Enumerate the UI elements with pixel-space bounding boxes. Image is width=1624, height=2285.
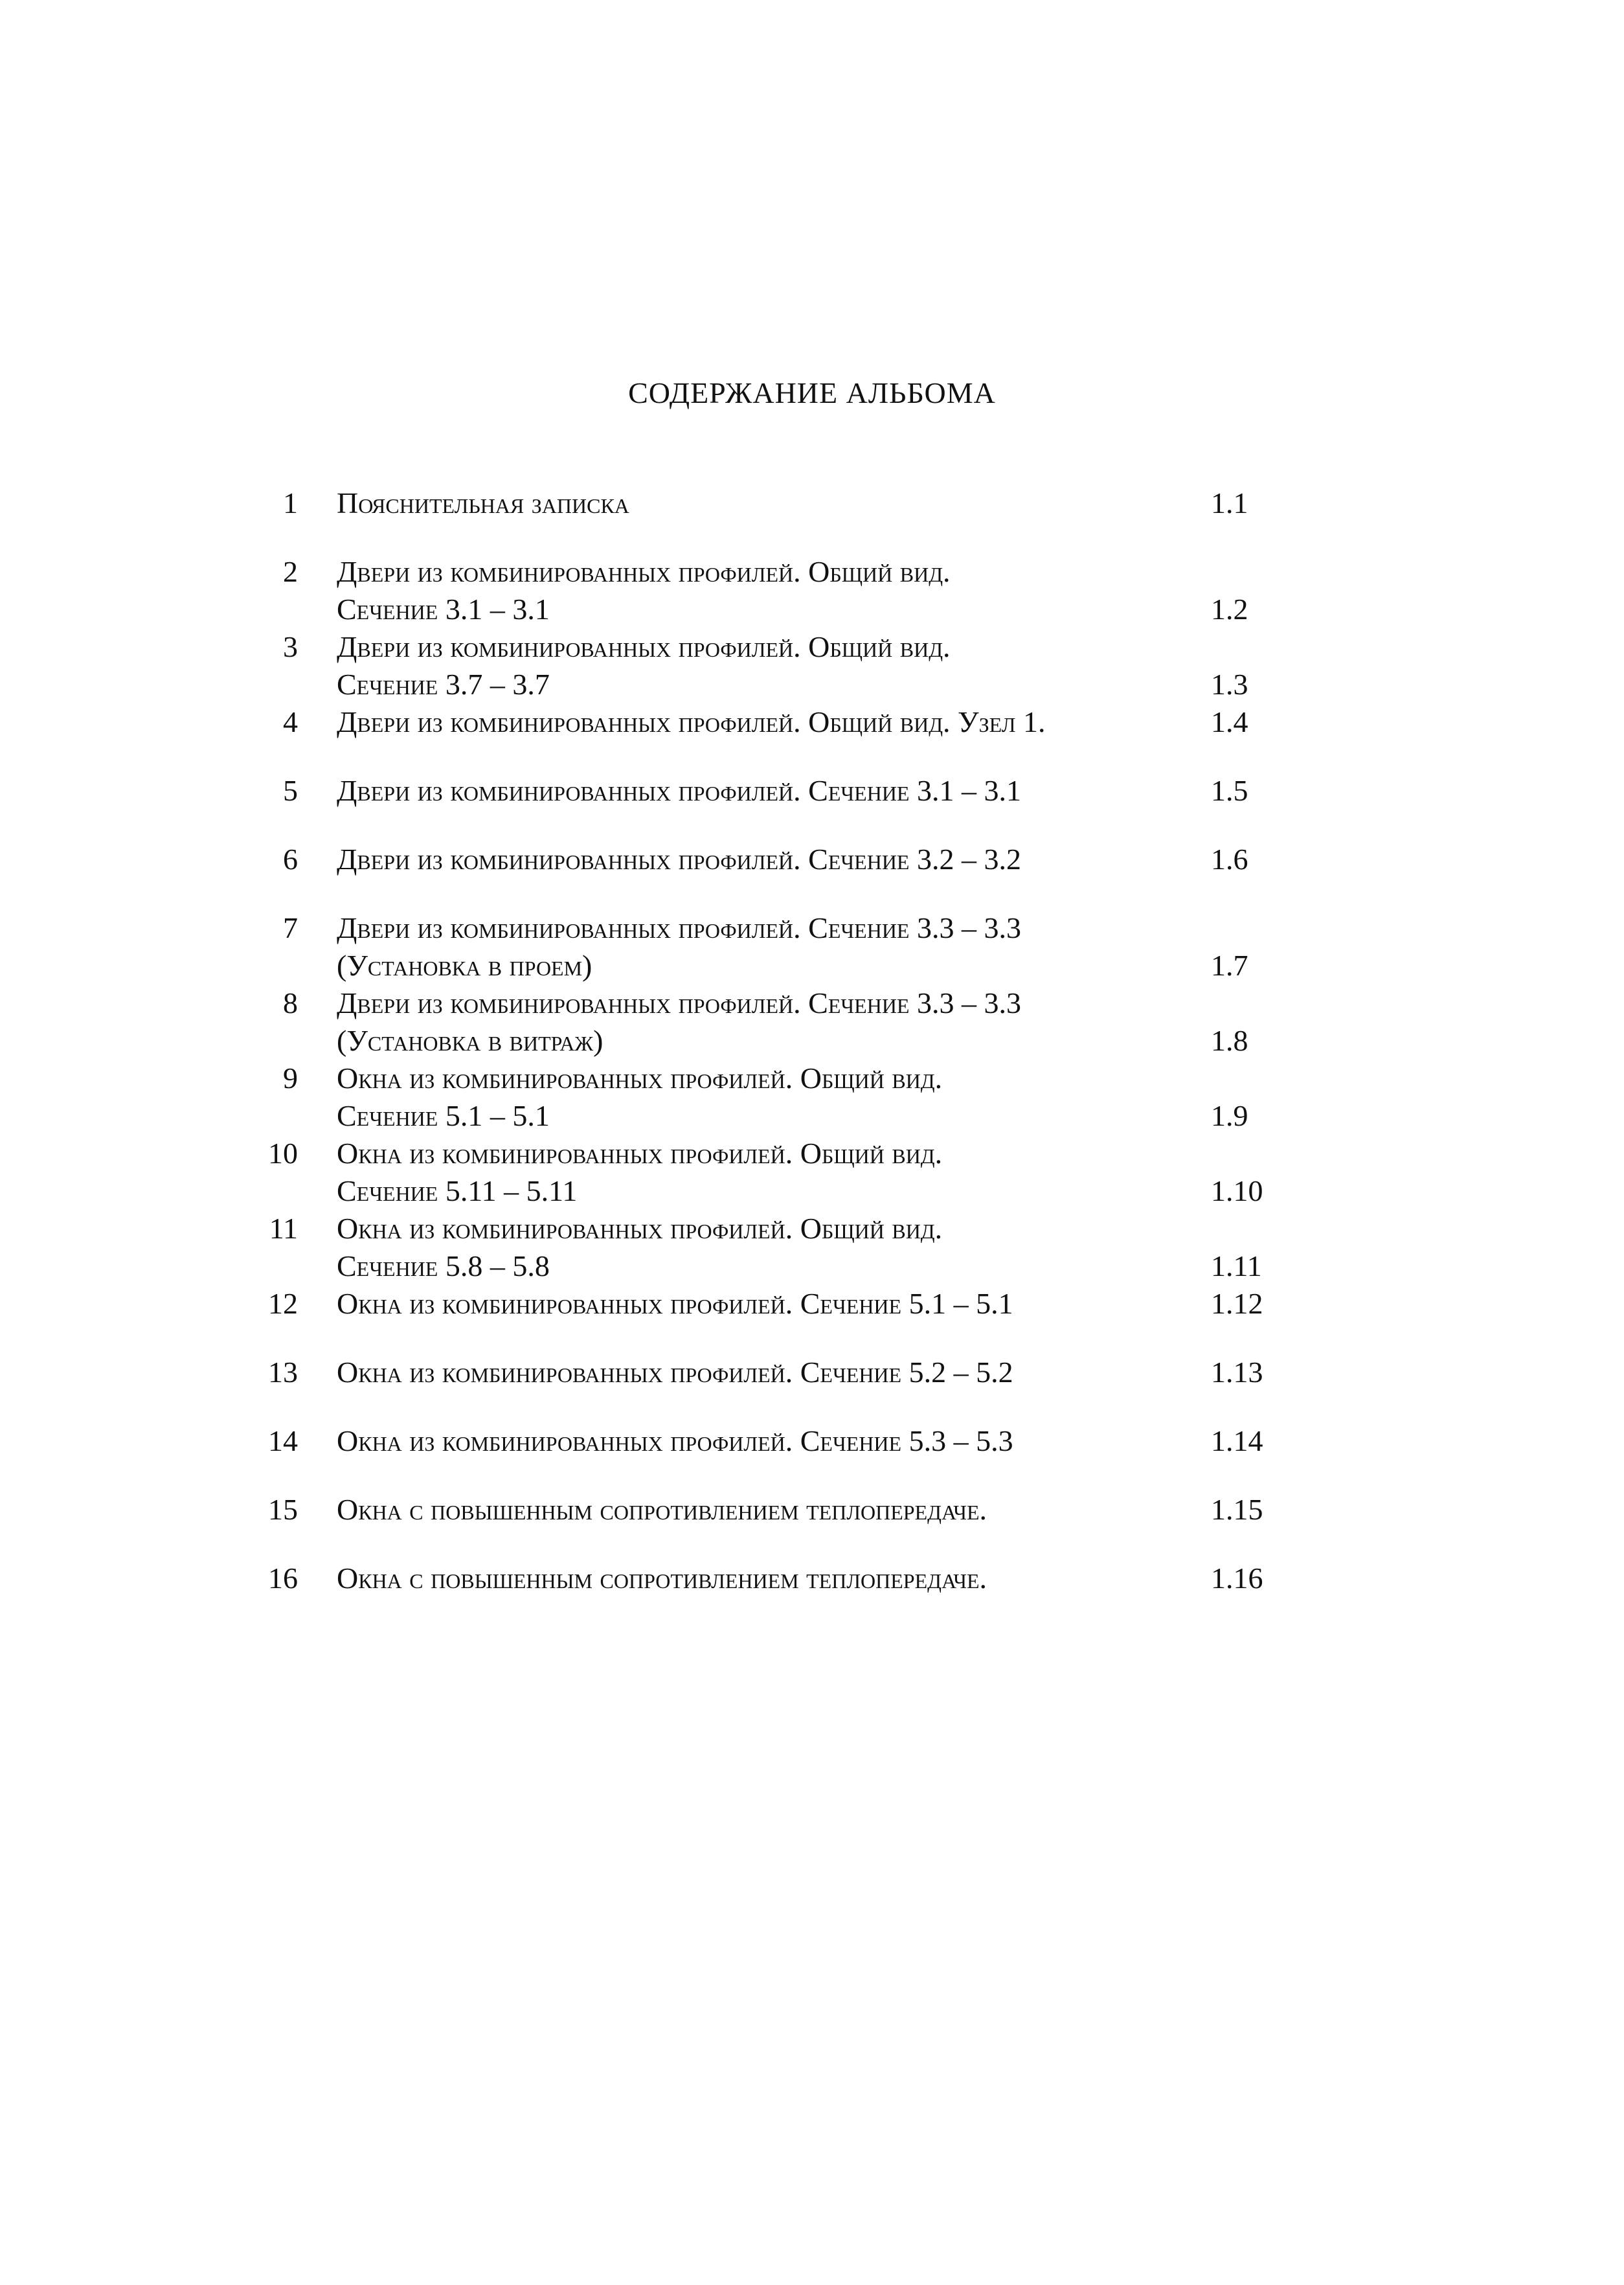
entry-number: 13 bbox=[268, 1356, 298, 1389]
entry-text bbox=[337, 1354, 1191, 1391]
entry-text bbox=[337, 984, 1191, 1060]
toc-entry bbox=[214, 1285, 1347, 1323]
toc-entry bbox=[214, 484, 1347, 522]
entry-line: Окна с повышенным сопротивлением теплопередаче. bbox=[337, 1562, 987, 1595]
entry-line: Двери из комбинированных профилей. Общий вид. bbox=[337, 555, 951, 588]
toc-entry bbox=[214, 1060, 1347, 1135]
entry-number: 2 bbox=[283, 555, 298, 588]
entry-line: Окна из комбинированных профилей. Общий вид. bbox=[337, 1212, 943, 1245]
entry-number: 5 bbox=[283, 774, 298, 807]
toc-entry bbox=[214, 984, 1347, 1060]
entry-line: Двери из комбинированных профилей. Сечение 3.2 – 3.2 bbox=[337, 843, 1021, 876]
toc-entry bbox=[214, 1560, 1347, 1597]
entry-text bbox=[337, 703, 1191, 741]
document-title: СОДЕРЖАНИЕ АЛЬБОМА bbox=[628, 376, 996, 409]
entry-number: 16 bbox=[268, 1562, 298, 1595]
entry-text bbox=[337, 484, 1191, 522]
entry-line: Сечение 3.1 – 3.1 bbox=[337, 593, 550, 626]
entry-number: 15 bbox=[268, 1493, 298, 1526]
entry-page: 1.1 bbox=[1211, 486, 1248, 519]
entry-text bbox=[337, 1210, 1191, 1285]
entry-line: Двери из комбинированных профилей. Общий вид. bbox=[337, 630, 951, 663]
entry-page: 1.11 bbox=[1211, 1249, 1262, 1282]
entry-line: Окна из комбинированных профилей. Сечение 5.2 – 5.2 bbox=[337, 1356, 1013, 1389]
entry-line: Сечение 3.7 – 3.7 bbox=[337, 668, 550, 701]
entry-page: 1.6 bbox=[1211, 843, 1248, 876]
toc-entry bbox=[214, 1210, 1347, 1285]
entry-line: (Установка в витраж) bbox=[337, 1024, 603, 1057]
toc-entry bbox=[214, 909, 1347, 984]
entry-line: Окна с повышенным сопротивлением теплопередаче. bbox=[337, 1493, 987, 1526]
entry-number: 8 bbox=[283, 986, 298, 1019]
table-of-contents bbox=[214, 484, 1347, 1597]
entry-text bbox=[337, 841, 1191, 878]
entry-line: Сечение 5.1 – 5.1 bbox=[337, 1099, 550, 1132]
entry-text bbox=[337, 1422, 1191, 1460]
toc-entry bbox=[214, 1135, 1347, 1210]
entry-line: Сечение 5.8 – 5.8 bbox=[337, 1249, 550, 1282]
entry-line: (Установка в проем) bbox=[337, 949, 592, 982]
entry-number: 10 bbox=[268, 1137, 298, 1170]
entry-page: 1.4 bbox=[1211, 705, 1248, 738]
entry-number: 14 bbox=[268, 1424, 298, 1457]
entry-line: Окна из комбинированных профилей. Общий вид. bbox=[337, 1062, 943, 1095]
entry-page: 1.16 bbox=[1211, 1562, 1263, 1595]
entry-page: 1.7 bbox=[1211, 949, 1248, 982]
entry-line: Окна из комбинированных профилей. Общий вид. bbox=[337, 1137, 943, 1170]
entry-page: 1.13 bbox=[1211, 1356, 1263, 1389]
entry-number: 3 bbox=[283, 630, 298, 663]
entry-number: 9 bbox=[283, 1062, 298, 1095]
toc-entry bbox=[214, 1422, 1347, 1460]
entry-page: 1.5 bbox=[1211, 774, 1248, 807]
entry-page: 1.12 bbox=[1211, 1287, 1263, 1320]
entry-text bbox=[337, 1135, 1191, 1210]
entry-text bbox=[337, 1285, 1191, 1323]
entry-line: Двери из комбинированных профилей. Сечение 3.3 – 3.3 bbox=[337, 911, 1021, 944]
entry-line: Двери из комбинированных профилей. Сечение 3.1 – 3.1 bbox=[337, 774, 1021, 807]
toc-entry bbox=[214, 703, 1347, 741]
entry-page: 1.3 bbox=[1211, 668, 1248, 701]
entry-number: 6 bbox=[283, 843, 298, 876]
entry-text bbox=[337, 1060, 1191, 1135]
toc-entry bbox=[214, 553, 1347, 628]
entry-text bbox=[337, 1491, 1191, 1529]
entry-page: 1.2 bbox=[1211, 593, 1248, 626]
entry-text bbox=[337, 909, 1191, 984]
entry-number: 4 bbox=[283, 705, 298, 738]
entry-text bbox=[337, 772, 1191, 810]
entry-page: 1.9 bbox=[1211, 1099, 1248, 1132]
entry-text bbox=[337, 553, 1191, 628]
toc-entry bbox=[214, 1354, 1347, 1391]
entry-page: 1.8 bbox=[1211, 1024, 1248, 1057]
entry-page: 1.10 bbox=[1211, 1174, 1263, 1207]
entry-line: Пояснительная записка bbox=[337, 486, 629, 519]
entry-line: Окна из комбинированных профилей. Сечение 5.1 – 5.1 bbox=[337, 1287, 1013, 1320]
entry-text bbox=[337, 1560, 1191, 1597]
entry-page: 1.15 bbox=[1211, 1493, 1263, 1526]
entry-line: Окна из комбинированных профилей. Сечение 5.3 – 5.3 bbox=[337, 1424, 1013, 1457]
entry-number: 1 bbox=[283, 486, 298, 519]
entry-number: 11 bbox=[269, 1212, 298, 1245]
toc-entry bbox=[214, 1491, 1347, 1529]
entry-line: Сечение 5.11 – 5.11 bbox=[337, 1174, 578, 1207]
toc-entry bbox=[214, 841, 1347, 878]
entry-page: 1.14 bbox=[1211, 1424, 1263, 1457]
toc-entry bbox=[214, 772, 1347, 810]
entry-line: Двери из комбинированных профилей. Общий вид. Узел 1. bbox=[337, 705, 1046, 738]
entry-line: Двери из комбинированных профилей. Сечение 3.3 – 3.3 bbox=[337, 986, 1021, 1019]
entry-text bbox=[337, 628, 1191, 703]
entry-number: 12 bbox=[268, 1287, 298, 1320]
entry-number: 7 bbox=[283, 911, 298, 944]
toc-entry bbox=[214, 628, 1347, 703]
